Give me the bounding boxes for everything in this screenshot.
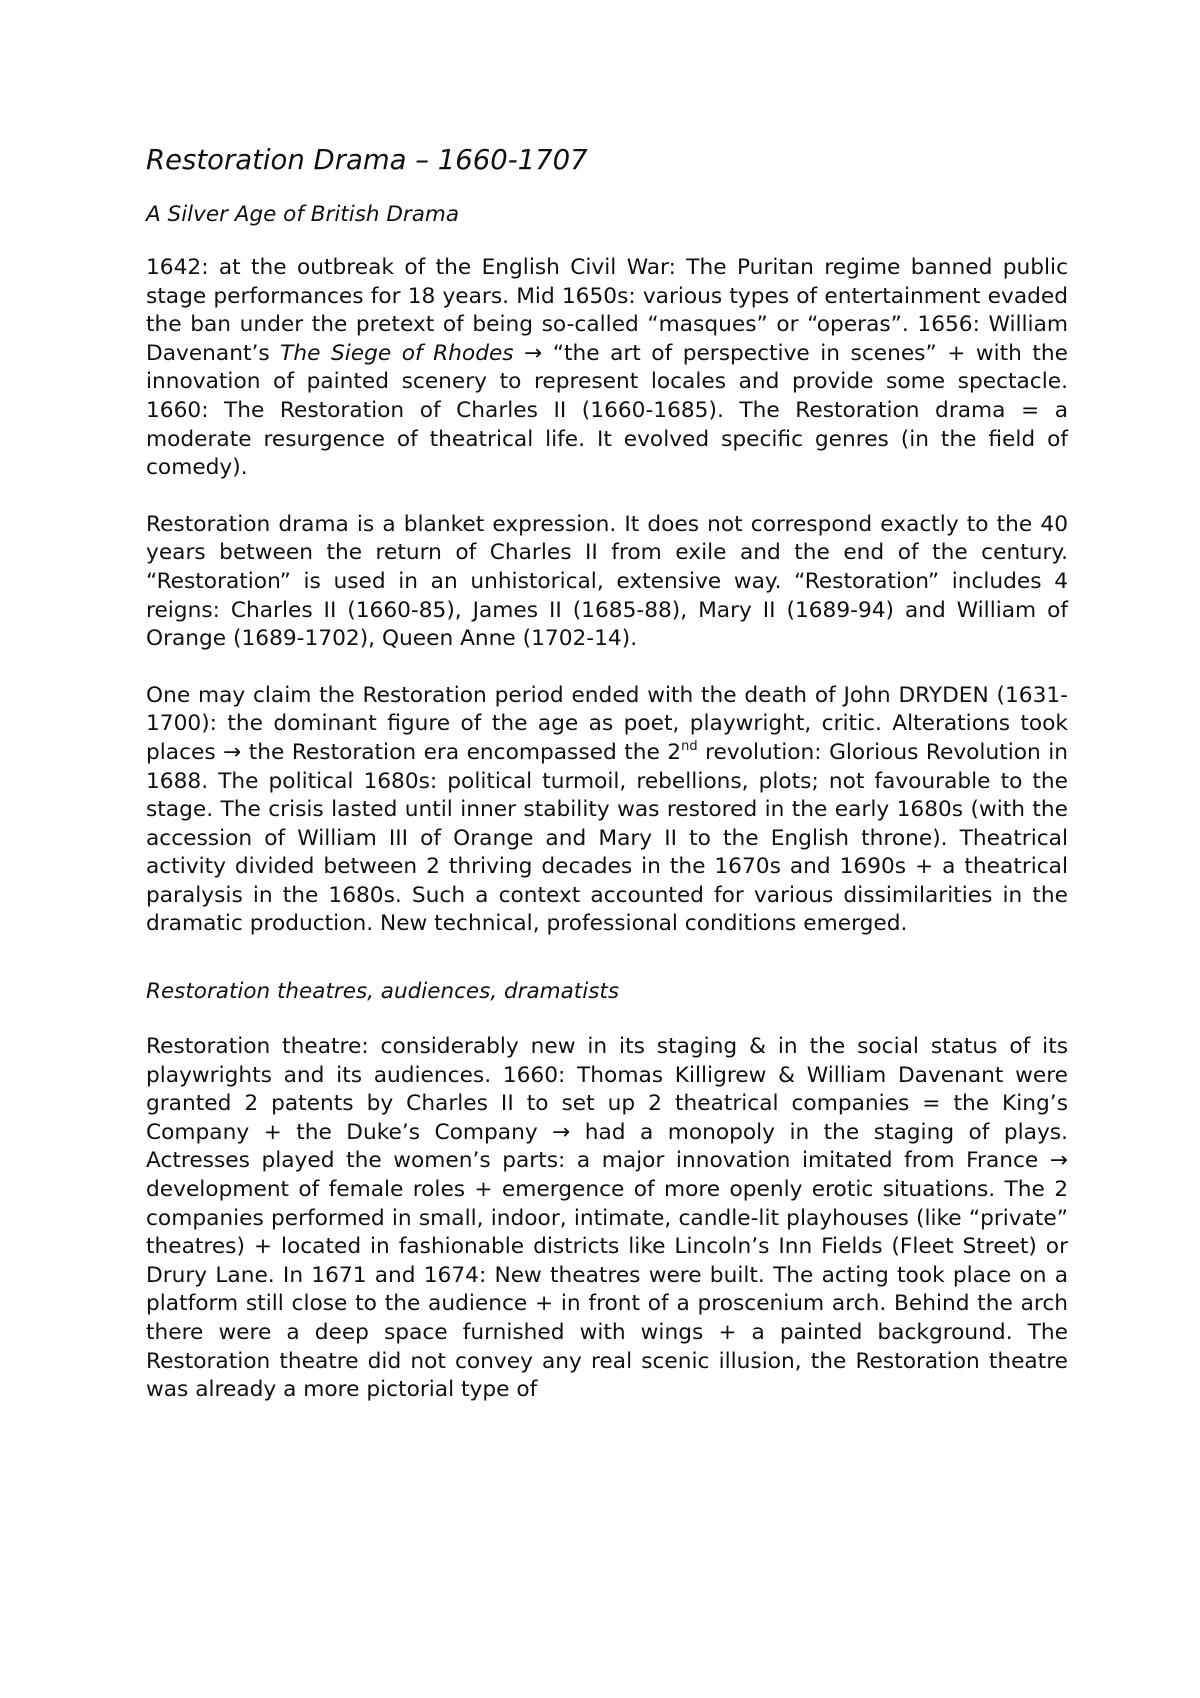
paragraph-3-text-b: revolution: Glorious Revolution in 1688. The political 1680s: political turmoil, rebellions, plots; not favourable to the stage. The crisis lasted until inner stability was restored in the early 1680s (with the accession of William III of Orange and Mary II to the English throne). Theatrical activity divided between 2 thriving decades in the 1670s and 1690s + a theatrical paralysis in the 1680s. Such a context accounted for various dissimilarities in the dramatic production. New technical, professional conditions emerged. [146,739,1068,937]
paragraph-1 [146,254,1068,483]
ordinal-superscript: nd [681,738,698,754]
document-page [146,140,1068,1433]
paragraph-4: Restoration theatre: considerably new in its staging & in the social status of its playwrights and its audiences. 1660: Thomas Killigrew & William Davenant were granted 2 patents by Charles II to set up 2 theatrical companies = the King’s Company + the Duke’s Company → had a monopoly in the staging of plays. Actresses played the women’s parts: a major innovation imitated from France → development of female roles + emergence of more openly erotic situations. The 2 companies performed in small, indoor, intimate, candle-lit playhouses (like “private” theatres) + located in fashionable districts like Lincoln’s Inn Fields (Fleet Street) or Drury Lane. In 1671 and 1674: New theatres were built. The acting took place on a platform still close to the audience + in front of a proscenium arch. Behind the arch there were a deep space furnished with wings + a painted background. The Restoration theatre did not convey any real scenic illusion, the Restoration theatre was already a more pictorial type of [146,1034,1068,1403]
paragraph-1-text-a: 1642: at the outbreak of the English Civil War: The Puritan regime banned public stage performances for 18 years. Mid 1650s: various types of entertainment evaded the ban under the pretext of being so-called “masques” or “operas”. 1656: William Davenant’s [146,255,1068,366]
paragraph-3 [146,682,1068,939]
paragraph-1-text-c: → “the art of perspective in scenes” + with the innovation of painted scenery to represent locales and provide some spectacle. 1660: The Restoration of Charles II (1660-1685). The Restoration drama = a moderate resurgence of theatrical life. It evolved specific genres (in the field of comedy). [146,340,1068,481]
paragraph-2: Restoration drama is a blanket expression. It does not correspond exactly to the 40 years between the return of Charles II from exile and the end of the century. “Restoration” is used in an unhistorical, extensive way. “Restoration” includes 4 reigns: Charles II (1660-85), James II (1685-88), Mary II (1689-94) and William of Orange (1689-1702), Queen Anne (1702-14). [146,511,1068,652]
paragraph-3-text-a: One may claim the Restoration period ended with the death of John DRYDEN (1631-1700): the dominant figure of the age as poet, playwright, critic. Alterations took places → the Restoration era encompassed the 2 [146,682,1068,765]
document-title: Restoration Drama – 1660-1707 [146,144,588,176]
document-subtitle: A Silver Age of British Drama [146,202,460,227]
play-title-siege-of-rhodes: The Siege of Rhodes [280,340,514,366]
section-heading: Restoration theatres, audiences, dramatists [146,979,620,1005]
